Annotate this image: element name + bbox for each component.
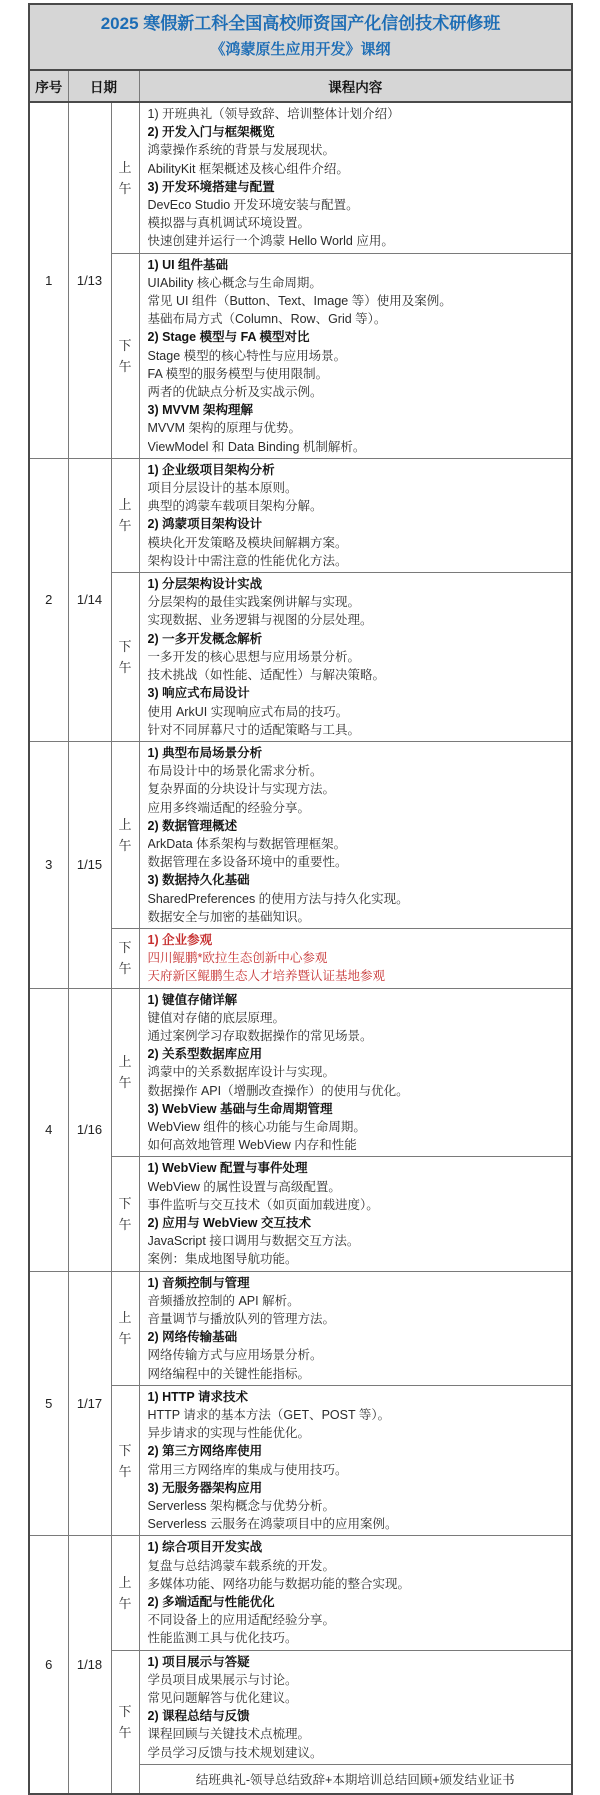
- content-line: 3) MVVM 架构理解: [147, 403, 254, 418]
- content-line: ViewModel 和 Data Binding 机制解析。: [147, 439, 366, 454]
- content-line: 常见问题解答与优化建议。: [147, 1691, 298, 1706]
- content-line: 2) 课程总结与反馈: [147, 1709, 250, 1724]
- content-line: 常用三方网络库的集成与使用技巧。: [147, 1462, 348, 1477]
- content-line: 实现数据、业务逻辑与视图的分层处理。: [147, 613, 373, 628]
- title-block: [29, 4, 572, 70]
- session-label-cell: 上 午: [111, 1536, 139, 1650]
- content-line: 针对不同屏幕尺寸的适配策略与工具。: [147, 722, 361, 737]
- content-line: 分层架构的最佳实践案例讲解与实现。: [147, 595, 361, 610]
- content-line: 常见 UI 组件（Button、Text、Image 等）使用及案例。: [147, 294, 452, 309]
- content-line: 天府新区鲲鹏生态人才培养暨认证基地参观: [147, 969, 386, 984]
- content-line: 2) 多端适配与性能优化: [147, 1595, 275, 1610]
- session-label-cell: 上 午: [111, 458, 139, 572]
- content-line: 学员学习反馈与技术规划建议。: [147, 1745, 323, 1760]
- content-line: FA 模型的服务模型与使用限制。: [147, 366, 329, 381]
- session-label-cell: 上 午: [111, 102, 139, 253]
- day-index-cell: 1: [29, 102, 68, 458]
- content-line: Serverless 云服务在鸿蒙项目中的应用案例。: [147, 1517, 398, 1532]
- content-line: 异步请求的实现与性能优化。: [147, 1426, 311, 1441]
- day-index-cell: 3: [29, 741, 68, 988]
- session-label-cell: 上 午: [111, 988, 139, 1157]
- day-date-cell: 1/17: [68, 1271, 111, 1536]
- session-content-cell: [139, 741, 572, 928]
- session-content-cell: [139, 988, 572, 1157]
- closing-ceremony-text: 结班典礼-领导总结致辞+本期培训总结回顾+颁发结业证书: [139, 1764, 572, 1794]
- content-line: 3) WebView 基础与生命周期管理: [147, 1101, 333, 1116]
- day-date-cell: 1/18: [68, 1536, 111, 1794]
- session-label-cell: 上 午: [111, 1271, 139, 1385]
- day-date-cell: 1/14: [68, 458, 111, 741]
- content-line: 音量调节与播放队列的管理方法。: [147, 1312, 336, 1326]
- course-subtitle: 《鸿蒙原生应用开发》课纲: [210, 41, 391, 58]
- content-line: 复杂界面的分块设计与实现方法。: [147, 782, 336, 797]
- course-title: 2025 寒假新工科全国高校师资国产化信创技术研修班: [100, 14, 501, 33]
- session-row: [29, 102, 572, 253]
- session-content-cell: [139, 1271, 572, 1385]
- content-line: 2) Stage 模型与 FA 模型对比: [147, 330, 310, 345]
- content-line: 数据操作 API（增删改查操作）的使用与优化。: [147, 1083, 409, 1098]
- content-line: 模拟器与真机调试环境设置。: [147, 216, 311, 231]
- content-line: 网络传输方式与应用场景分析。: [147, 1348, 323, 1363]
- session-content-cell: [139, 1157, 572, 1271]
- content-line: 1) 开班典礼（领导致辞、培训整体计划介绍）: [147, 107, 400, 121]
- content-line: 多媒体功能、网络功能与数据功能的整合实现。: [147, 1576, 411, 1591]
- content-line: 3) 无服务器架构应用: [147, 1480, 263, 1495]
- content-line: 数据安全与加密的基础知识。: [147, 909, 311, 924]
- content-line: 1) HTTP 请求技术: [147, 1389, 248, 1404]
- session-content-cell: [139, 102, 572, 253]
- content-line: 模块化开发策略及模块间解耦方案。: [147, 535, 348, 550]
- content-line: 1) 项目展示与答疑: [147, 1654, 250, 1669]
- session-row: [29, 928, 572, 988]
- content-line: 两者的优缺点分析及实战示例。: [147, 385, 323, 400]
- day-index-cell: 6: [29, 1536, 68, 1794]
- content-line: 2) 开发入门与框架概览: [147, 125, 275, 140]
- content-line: 3) 响应式布局设计: [147, 686, 250, 701]
- column-header-row: [29, 70, 572, 102]
- content-line: 音频播放控制的 API 解析。: [147, 1293, 300, 1308]
- session-row: [29, 1157, 572, 1271]
- session-label-cell: 下 午: [111, 253, 139, 458]
- course-schedule-table: [28, 3, 573, 1795]
- content-line: 应用多终端适配的经验分享。: [147, 800, 311, 815]
- content-line: 2) 网络传输基础: [147, 1330, 238, 1345]
- session-row: [29, 1385, 572, 1536]
- day-date-cell: 1/15: [68, 741, 111, 988]
- content-line: 1) 企业参观: [147, 932, 213, 947]
- content-line: 事件监听与交互技术（如页面加载进度）。: [147, 1197, 379, 1212]
- content-line: 3) 数据持久化基础: [147, 873, 250, 888]
- content-line: AbilityKit 框架概述及核心组件介绍。: [147, 161, 349, 176]
- session-content-cell: [139, 1385, 572, 1536]
- content-line: 四川鲲鹏*欧拉生态创新中心参观: [147, 951, 328, 966]
- session-row: [29, 1650, 572, 1764]
- content-line: UIAbility 核心概念与生命周期。: [147, 275, 322, 290]
- content-line: 布局设计中的场景化需求分析。: [147, 764, 323, 779]
- content-line: WebView 组件的核心功能与生命周期。: [147, 1119, 366, 1134]
- content-line: 项目分层设计的基本原则。: [147, 481, 298, 496]
- session-row: [29, 1271, 572, 1385]
- col-header-date: 日期: [68, 70, 139, 102]
- content-line: SharedPreferences 的使用方法与持久化实现。: [147, 891, 409, 906]
- day-index-cell: 5: [29, 1271, 68, 1536]
- content-line: 学员项目成果展示与讨论。: [147, 1672, 298, 1687]
- content-line: 2) 第三方网络库使用: [147, 1444, 263, 1459]
- title-row: [29, 4, 572, 70]
- content-line: 典型的鸿蒙车载项目架构分解。: [147, 499, 323, 514]
- content-line: 一多开发的核心思想与应用场景分析。: [147, 649, 361, 664]
- content-line: 如何高效地管理 WebView 内存和性能: [147, 1138, 357, 1153]
- content-line: 网络编程中的关键性能指标。: [147, 1366, 311, 1381]
- session-row: [29, 741, 572, 928]
- content-line: MVVM 架构的原理与优势。: [147, 421, 301, 436]
- content-line: JavaScript 接口调用与数据交互方法。: [147, 1234, 360, 1249]
- session-label-cell: 下 午: [111, 1385, 139, 1536]
- session-row: [29, 573, 572, 742]
- session-label-cell: 下 午: [111, 573, 139, 742]
- day-date-cell: 1/13: [68, 102, 111, 458]
- day-date-cell: 1/16: [68, 988, 111, 1271]
- content-line: 3) 开发环境搭建与配置: [147, 179, 275, 194]
- content-line: 复盘与总结鸿蒙车载系统的开发。: [147, 1558, 336, 1573]
- content-line: 1) WebView 配置与事件处理: [147, 1161, 308, 1176]
- content-line: 1) 综合项目开发实战: [147, 1540, 263, 1555]
- content-line: 1) 企业级项目架构分析: [147, 462, 275, 477]
- session-label-cell: 下 午: [111, 928, 139, 988]
- col-header-content: 课程内容: [139, 70, 572, 102]
- day-index-cell: 2: [29, 458, 68, 741]
- content-line: HTTP 请求的基本方法（GET、POST 等）。: [147, 1408, 391, 1423]
- content-line: 2) 鸿蒙项目架构设计: [147, 517, 263, 532]
- content-line: 性能监测工具与优化技巧。: [147, 1631, 298, 1646]
- content-line: 1) UI 组件基础: [147, 257, 229, 272]
- content-line: 快速创建并运行一个鸿蒙 Hello World 应用。: [147, 234, 394, 249]
- content-line: 2) 数据管理概述: [147, 818, 238, 833]
- content-line: 技术挑战（如性能、适配性）与解决策略。: [147, 668, 386, 683]
- content-line: 1) 典型布局场景分析: [147, 745, 263, 760]
- session-row: [29, 458, 572, 572]
- col-header-index: 序号: [29, 70, 68, 102]
- content-line: 键值对存储的底层原理。: [147, 1010, 286, 1025]
- content-line: 1) 键值存储详解: [147, 992, 238, 1007]
- session-row: [29, 1536, 572, 1650]
- session-content-cell: [139, 928, 572, 988]
- content-line: ArkData 体系架构与数据管理框架。: [147, 836, 347, 851]
- session-label-cell: 上 午: [111, 741, 139, 928]
- content-line: 鸿蒙操作系统的背景与发展现状。: [147, 143, 336, 158]
- content-line: 数据管理在多设备环境中的重要性。: [147, 855, 348, 870]
- content-line: 课程回顾与关键技术点梳理。: [147, 1727, 311, 1742]
- content-line: 架构设计中需注意的性能优化方法。: [147, 553, 348, 568]
- content-line: 2) 关系型数据库应用: [147, 1047, 263, 1062]
- session-content-cell: [139, 573, 572, 742]
- day-index-cell: 4: [29, 988, 68, 1271]
- content-line: 不同设备上的应用适配经验分享。: [147, 1613, 336, 1628]
- session-row: [29, 988, 572, 1157]
- content-line: 使用 ArkUI 实现响应式布局的技巧。: [147, 704, 349, 719]
- content-line: 2) 应用与 WebView 交互技术: [147, 1215, 311, 1230]
- content-line: DevEco Studio 开发环境安装与配置。: [147, 198, 359, 213]
- session-content-cell: [139, 1650, 572, 1764]
- content-line: 基础布局方式（Column、Row、Grid 等）。: [147, 312, 387, 327]
- session-content-cell: [139, 1536, 572, 1650]
- session-label-cell: 下 午: [111, 1157, 139, 1271]
- content-line: Stage 模型的核心特性与应用场景。: [147, 348, 347, 363]
- session-row: [29, 253, 572, 458]
- content-line: 鸿蒙中的关系数据库设计与实现。: [147, 1065, 336, 1080]
- content-line: 2) 一多开发概念解析: [147, 631, 263, 646]
- content-line: 通过案例学习存取数据操作的常见场景。: [147, 1028, 373, 1043]
- content-line: Serverless 架构概念与优势分析。: [147, 1499, 336, 1514]
- content-line: 1) 音频控制与管理: [147, 1275, 250, 1290]
- content-line: 1) 分层架构设计实战: [147, 577, 263, 592]
- session-label-cell: 下 午: [111, 1650, 139, 1794]
- content-line: 案例：集成地图导航功能。: [147, 1252, 298, 1267]
- session-content-cell: [139, 458, 572, 572]
- content-line: WebView 的属性设置与高级配置。: [147, 1179, 341, 1194]
- session-content-cell: [139, 253, 572, 458]
